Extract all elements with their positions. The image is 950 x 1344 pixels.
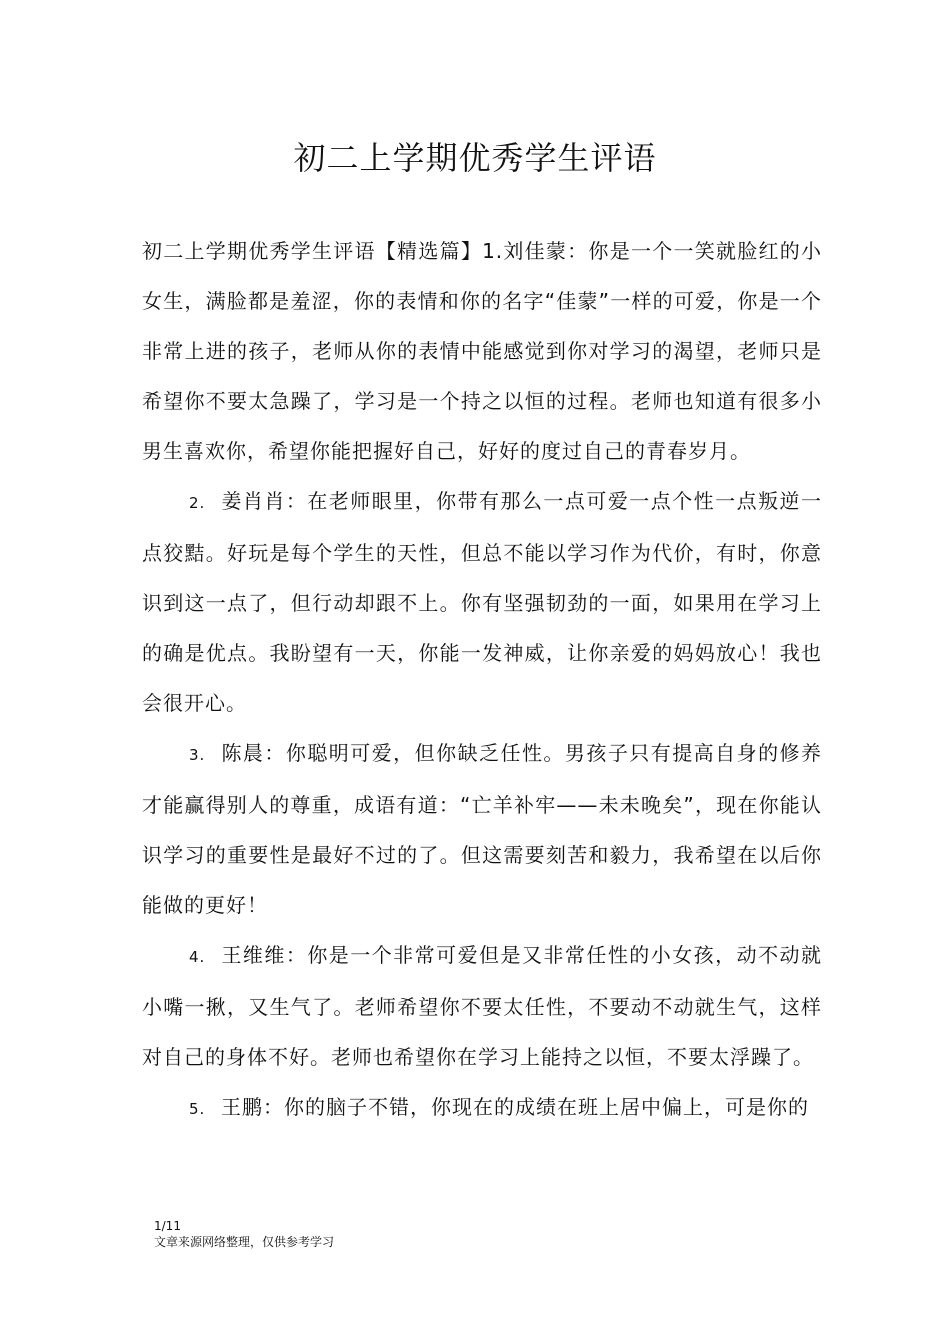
paragraph-3 [142,728,822,930]
paragraph-1 [142,226,822,476]
document-title: 初二上学期优秀学生评语 [293,139,657,177]
paragraph-text: 王鹏：你的脑子不错，你现在的成绩在班上居中偏上，可是你的 [221,1095,809,1119]
page-number: 1/11 [154,1219,181,1233]
paragraph-4 [142,930,822,1082]
paragraph-text: 王维维：你是一个非常可爱但是又非常任性的小女孩，动不动就小嘴一揪，又生气了。老师希望你不要太任性，不要动不动就生气，这样对自己的身体不好。老师也希望你在学习上能持之以恒，不要太浮躁了。 [142,943,822,1069]
paragraph-2 [142,476,822,728]
paragraph-text: 姜肖肖：在老师眼里，你带有那么一点可爱一点个性一点叛逆一点狡黠。好玩是每个学生的天性，但总不能以学习作为代价，有时，你意识到这一点了，但行动却跟不上。你有坚强韧劲的一面，如果用在学习上的确是优点。我盼望有一天，你能一发神威，让你亲爱的妈妈放心！我也会很开心。 [142,489,822,715]
footer-note: 文章来源网络整理，仅供参考学习 [154,1235,335,1249]
paragraph-number: 4. [189,948,206,966]
paragraph-5 [142,1082,822,1134]
paragraph-number: 3. [189,746,206,764]
paragraph-number: 5. [189,1100,206,1118]
paragraph-text: 初二上学期优秀学生评语【精选篇】1.刘佳蒙：你是一个一笑就脸红的小女生，满脸都是羞涩，你的表情和你的名字“佳蒙”一样的可爱，你是一个非常上进的孩子，老师从你的表情中能感觉到你对学习的渴望，老师只是希望你不要太急躁了，学习是一个持之以恒的过程。老师也知道有很多小男生喜欢你，希望你能把握好自己，好好的度过自己的青春岁月。 [142,239,822,463]
page-footer [154,1218,334,1250]
paragraph-number: 2. [189,494,206,512]
document-body [142,226,822,1134]
paragraph-text: 陈晨：你聪明可爱，但你缺乏任性。男孩子只有提高自身的修养才能赢得别人的尊重，成语有道：“亡羊补牢——未未晚矣”，现在你能认识学习的重要性是最好不过的了。但这需要刻苦和毅力，我希望在以后你能做的更好！ [142,741,822,917]
